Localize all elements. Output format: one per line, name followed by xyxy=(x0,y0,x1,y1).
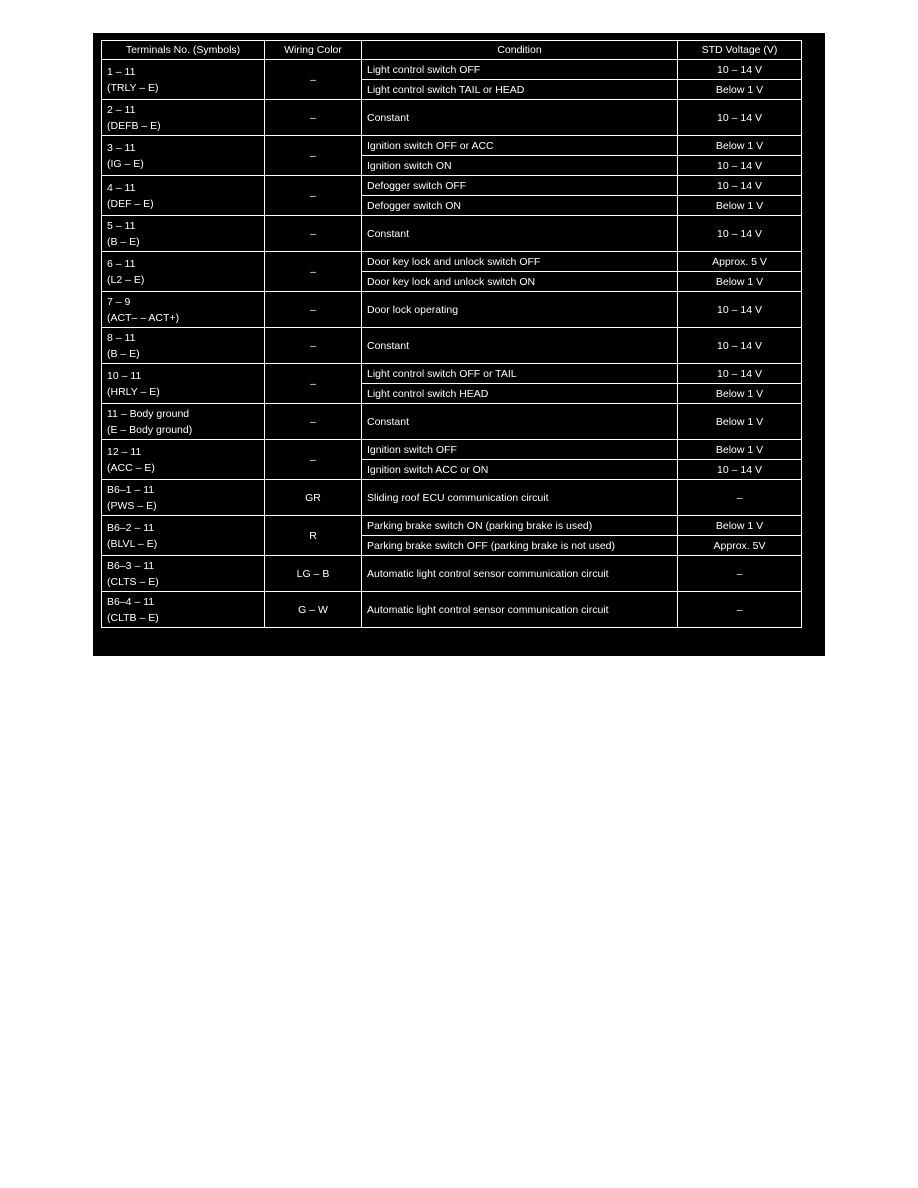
table-row xyxy=(102,176,802,196)
terminal-cell xyxy=(102,404,265,440)
condition-cell: Defogger switch OFF xyxy=(362,176,678,196)
table-row xyxy=(102,592,802,628)
table-row xyxy=(102,60,802,80)
std-voltage-cell: 10 – 14 V xyxy=(678,216,802,252)
terminal-number: 8 – 11 xyxy=(107,331,136,344)
header-wiring-color: Wiring Color xyxy=(265,41,362,60)
table-row xyxy=(102,516,802,536)
terminal-symbol: (DEF – E) xyxy=(107,197,154,210)
std-voltage-cell: Below 1 V xyxy=(678,404,802,440)
wiring-color-cell: – xyxy=(265,60,362,100)
wiring-color-cell: – xyxy=(265,364,362,404)
terminal-cell xyxy=(102,292,265,328)
terminal-cell xyxy=(102,100,265,136)
table-row xyxy=(102,100,802,136)
terminal-cell xyxy=(102,136,265,176)
condition-cell: Door key lock and unlock switch ON xyxy=(362,272,678,292)
wiring-color-cell: – xyxy=(265,440,362,480)
terminal-number: B6–2 – 11 xyxy=(107,521,155,534)
condition-cell: Ignition switch ON xyxy=(362,156,678,176)
std-voltage-cell: Below 1 V xyxy=(678,80,802,100)
terminal-cell xyxy=(102,216,265,252)
condition-cell: Constant xyxy=(362,216,678,252)
condition-cell: Light control switch OFF xyxy=(362,60,678,80)
wiring-color-cell: GR xyxy=(265,480,362,516)
condition-cell: Light control switch TAIL or HEAD xyxy=(362,80,678,100)
terminal-cell xyxy=(102,60,265,100)
condition-cell: Automatic light control sensor communication circuit xyxy=(362,592,678,628)
terminal-number: 3 – 11 xyxy=(107,141,136,154)
std-voltage-cell: Below 1 V xyxy=(678,384,802,404)
terminal-number: 1 – 11 xyxy=(107,65,136,78)
condition-cell: Light control switch HEAD xyxy=(362,384,678,404)
terminal-number: 11 – Body ground xyxy=(107,407,190,420)
terminal-symbol: (B – E) xyxy=(107,347,140,360)
terminal-symbol: (TRLY – E) xyxy=(107,81,159,94)
condition-cell: Ignition switch OFF xyxy=(362,440,678,460)
wiring-color-cell: LG – B xyxy=(265,556,362,592)
table-row xyxy=(102,404,802,440)
terminal-symbol: (DEFB – E) xyxy=(107,119,161,132)
table-row xyxy=(102,216,802,252)
condition-cell: Sliding roof ECU communication circuit xyxy=(362,480,678,516)
terminal-number: B6–4 – 11 xyxy=(107,595,155,608)
terminal-cell xyxy=(102,592,265,628)
terminal-cell xyxy=(102,364,265,404)
terminal-symbol: (L2 – E) xyxy=(107,273,145,286)
terminal-cell xyxy=(102,252,265,292)
terminal-cell xyxy=(102,516,265,556)
std-voltage-cell: 10 – 14 V xyxy=(678,60,802,80)
wiring-color-cell: – xyxy=(265,176,362,216)
condition-cell: Ignition switch OFF or ACC xyxy=(362,136,678,156)
std-voltage-cell: – xyxy=(678,556,802,592)
condition-cell: Constant xyxy=(362,404,678,440)
table-header-row xyxy=(102,41,802,60)
std-voltage-cell: 10 – 14 V xyxy=(678,100,802,136)
condition-cell: Defogger switch ON xyxy=(362,196,678,216)
table-row xyxy=(102,556,802,592)
terminal-symbol: (HRLY – E) xyxy=(107,385,160,398)
std-voltage-cell: 10 – 14 V xyxy=(678,364,802,384)
terminal-cell xyxy=(102,328,265,364)
terminal-symbol: (E – Body ground) xyxy=(107,423,193,436)
terminal-symbol: (B – E) xyxy=(107,235,140,248)
condition-cell: Parking brake switch OFF (parking brake is not used) xyxy=(362,536,678,556)
condition-cell: Light control switch OFF or TAIL xyxy=(362,364,678,384)
std-voltage-cell: Below 1 V xyxy=(678,196,802,216)
terminal-voltage-table-panel xyxy=(93,33,825,656)
condition-cell: Parking brake switch ON (parking brake is used) xyxy=(362,516,678,536)
wiring-color-cell: – xyxy=(265,216,362,252)
terminal-number: B6–3 – 11 xyxy=(107,559,155,572)
std-voltage-cell: – xyxy=(678,592,802,628)
terminal-number: B6–1 – 11 xyxy=(107,483,155,496)
std-voltage-cell: Approx. 5 V xyxy=(678,252,802,272)
condition-cell: Ignition switch ACC or ON xyxy=(362,460,678,480)
std-voltage-cell: Below 1 V xyxy=(678,272,802,292)
terminal-symbol: (IG – E) xyxy=(107,157,144,170)
wiring-color-cell: – xyxy=(265,252,362,292)
wiring-color-cell: – xyxy=(265,404,362,440)
terminal-number: 6 – 11 xyxy=(107,257,136,270)
std-voltage-cell: – xyxy=(678,480,802,516)
table-row xyxy=(102,136,802,156)
terminal-cell xyxy=(102,556,265,592)
terminal-symbol: (ACT– – ACT+) xyxy=(107,311,180,324)
terminal-symbol: (PWS – E) xyxy=(107,499,157,512)
table-row xyxy=(102,364,802,384)
wiring-color-cell: R xyxy=(265,516,362,556)
condition-cell: Constant xyxy=(362,100,678,136)
wiring-color-cell: – xyxy=(265,328,362,364)
terminal-cell xyxy=(102,440,265,480)
header-terminals: Terminals No. (Symbols) xyxy=(102,41,265,60)
std-voltage-cell: 10 – 14 V xyxy=(678,328,802,364)
table-row xyxy=(102,480,802,516)
wiring-color-cell: – xyxy=(265,100,362,136)
condition-cell: Constant xyxy=(362,328,678,364)
condition-cell: Automatic light control sensor communication circuit xyxy=(362,556,678,592)
wiring-color-cell: G – W xyxy=(265,592,362,628)
table-row xyxy=(102,252,802,272)
header-condition: Condition xyxy=(362,41,678,60)
wiring-color-cell: – xyxy=(265,292,362,328)
std-voltage-cell: Below 1 V xyxy=(678,136,802,156)
terminal-symbol: (CLTB – E) xyxy=(107,611,159,624)
std-voltage-cell: Below 1 V xyxy=(678,516,802,536)
condition-cell: Door key lock and unlock switch OFF xyxy=(362,252,678,272)
terminal-symbol: (ACC – E) xyxy=(107,461,155,474)
wiring-color-cell: – xyxy=(265,136,362,176)
std-voltage-cell: Below 1 V xyxy=(678,440,802,460)
std-voltage-cell: 10 – 14 V xyxy=(678,176,802,196)
condition-cell: Door lock operating xyxy=(362,292,678,328)
table-row xyxy=(102,328,802,364)
terminal-number: 4 – 11 xyxy=(107,181,136,194)
std-voltage-cell: 10 – 14 V xyxy=(678,292,802,328)
table-row xyxy=(102,292,802,328)
terminal-number: 2 – 11 xyxy=(107,103,136,116)
terminal-number: 5 – 11 xyxy=(107,219,136,232)
std-voltage-cell: 10 – 14 V xyxy=(678,460,802,480)
terminal-number: 12 – 11 xyxy=(107,445,142,458)
terminal-voltage-table xyxy=(101,40,802,628)
terminal-symbol: (CLTS – E) xyxy=(107,575,159,588)
std-voltage-cell: Approx. 5V xyxy=(678,536,802,556)
table-row xyxy=(102,440,802,460)
terminal-number: 10 – 11 xyxy=(107,369,142,382)
terminal-symbol: (BLVL – E) xyxy=(107,537,158,550)
terminal-cell xyxy=(102,176,265,216)
terminal-cell xyxy=(102,480,265,516)
std-voltage-cell: 10 – 14 V xyxy=(678,156,802,176)
terminal-number: 7 – 9 xyxy=(107,295,131,308)
header-std-voltage: STD Voltage (V) xyxy=(678,41,802,60)
